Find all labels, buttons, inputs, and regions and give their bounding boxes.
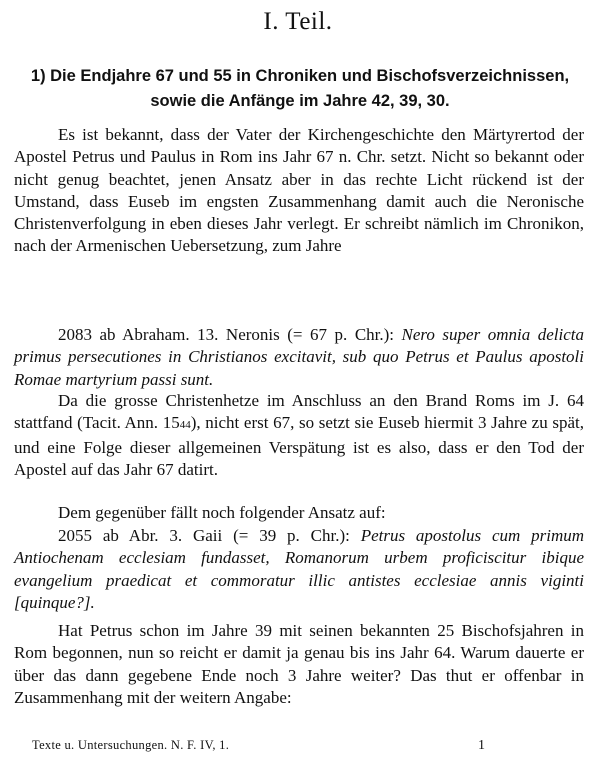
quote-latin: Nero super omnia delicta primus persecutiones in Christianos excitavit, sub quo Petrus et Paulus apostoli Romae martyrium passi sunt. <box>14 325 584 389</box>
chronicle-quote-39 <box>14 525 584 614</box>
quote-lead: 2083 ab Abraham. 13. Neronis (= 67 p. Chr.): <box>58 325 402 344</box>
paragraph-1: Es ist bekannt, dass der Vater der Kirchengeschichte den Märtyrertod der Apostel Petrus und Paulus in Rom ins Jahr 67 n. Chr. setzt. Nicht so bekannt oder nicht genug beachtet, jenen Ansatz aber in das rechte Licht rückend ist der Umstand, dass Euseb im engsten Zusammenhang damit auch die Neronische Christenverfolgung in eben dieses Jahr verlegt. Er schreibt nämlich im Chronikon, nach der Armenischen Uebersetzung, zum Jahre <box>14 125 584 256</box>
paragraph-2-subscript: 44 <box>179 419 191 432</box>
paragraph-4: Hat Petrus schon im Jahre 39 mit seinen bekannten 25 Bischofsjahren in Rom begonnen, nun so reicht er damit ja genau bis ins Jahr 64. Warum dauerte er über das dann gegebene Ende noch 3 Jahre weiter? Das thut er offenbar in Zusammenhang mit der weitern Angabe: <box>14 621 584 707</box>
quote-lead: 2055 ab Abr. 3. Gaii (= 39 p. Chr.): <box>58 526 361 545</box>
footer-source: Texte u. Untersuchungen. N. F. IV, 1. <box>32 738 230 752</box>
paragraph-2-part-b: ), nicht erst 67, so setzt sie Euseb hiermit 3 Jahre zu spät, und eine Folge dieser allgemeinen Verspätung ist es also, dass er den Tod der Apostel auf das Jahr 67 datirt. <box>14 413 584 479</box>
section-title-line-2: sowie die Anfänge im Jahre 42, 39, 30. <box>150 92 450 110</box>
paragraph-3: Dem gegenüber fällt noch folgender Ansatz auf: <box>58 503 386 522</box>
quote-latin: Petrus apostolus cum primum Antiochenam ecclesiam fundasset, Romanorum urbem proficiscitur ibique evangelium praedicat et commoratur illic antistes ecclesiae annis viginti [quinque?]. <box>14 526 584 612</box>
paragraph-2-part-a: Da die grosse Christenhetze im Anschluss an den Brand Roms im J. 64 stattfand (Tacit. Ann. 15 <box>14 391 584 433</box>
paragraph-2 <box>14 390 584 481</box>
part-title: I. Teil. <box>263 8 333 35</box>
page-number: 1 <box>478 738 485 753</box>
chronicle-quote-67 <box>14 324 584 391</box>
section-title <box>14 64 586 114</box>
section-title-line-1: 1) Die Endjahre 67 und 55 in Chroniken und Bischofsverzeichnissen, <box>30 67 570 85</box>
